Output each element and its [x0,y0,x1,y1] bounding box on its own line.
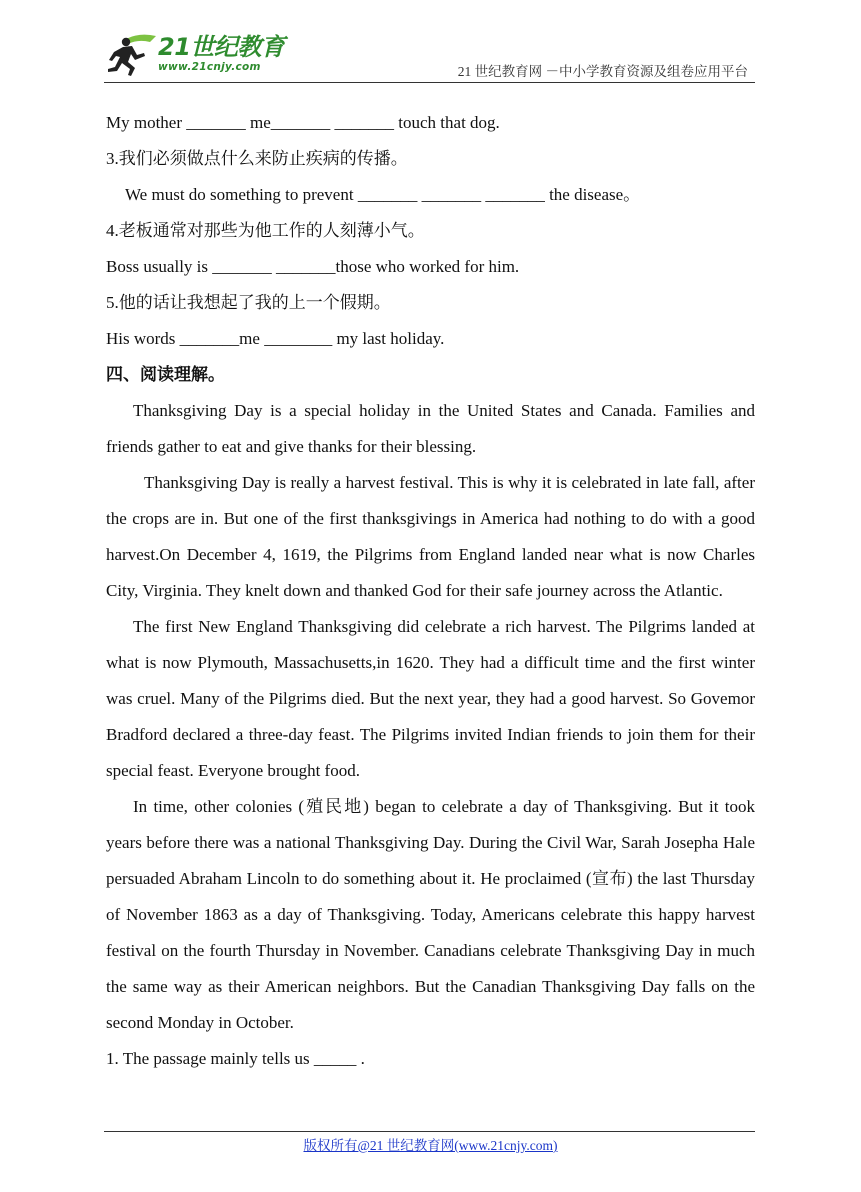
question-4-english: Boss usually is _______ _______those who worked for him. [106,257,520,276]
page-header [0,0,861,90]
exercise-line-mother: My mother _______ me_______ _______ touch that dog. [106,113,500,132]
question-5-english: His words _______me ________ my last holiday. [106,329,445,348]
reading-question-1: 1. The passage mainly tells us _____ . [106,1049,365,1068]
logo-text: 21世纪教育 [158,33,285,61]
question-3-chinese: 3.我们必须做点什么来防止疾病的传播。 [106,149,408,168]
footer-copyright-link[interactable]: 版权所有@21 世纪教育网(www.21cnjy.com) [303,1138,558,1153]
reading-paragraph-4: In time, other colonies (殖民地) began to celebrate a day of Thanksgiving. But it took years before there was a national Thanksgiving Day. During the Civil War, Sarah Josepha Hale persuaded Abraham Lincoln to do something about it. He proclaimed (宣布) the last Thursday of November 1863 as a day of Thanksgiving. Today, Americans celebrate this happy harvest festival on the fourth Thursday in November. Canadians celebrate Thanksgiving Day in much the same way as their American neighbors. But the Canadian Thanksgiving Day falls on the second Monday in October. [106,797,755,1032]
reading-paragraph-1: Thanksgiving Day is a special holiday in the United States and Canada. Families and friends gather to eat and give thanks for their blessing. [106,401,755,456]
logo-url: www.21cnjy.com [158,61,261,73]
header-tagline: 21 世纪教育网 －中小学教育资源及组卷应用平台 [457,64,748,79]
question-5-chinese: 5.他的话让我想起了我的上一个假期。 [106,293,391,312]
runner-logo-icon [104,30,158,80]
document-body [106,105,755,1077]
question-4-chinese: 4.老板通常对那些为他工作的人刻薄小气。 [106,221,425,240]
question-3-english: We must do something to prevent _______ _______ _______ the disease。 [125,185,641,204]
reading-paragraph-2: Thanksgiving Day is really a harvest festival. This is why it is celebrated in late fall, after the crops are in. But one of the first thanksgivings in America had nothing to do with a good harvest.On December 4, 1619, the Pilgrims from England landed near what is now Charles City, Virginia. They knelt down and thanked God for their safe journey across the Atlantic. [106,473,755,600]
site-logo [104,30,294,82]
footer-divider [104,1131,755,1132]
section-title-reading: 四、阅读理解。 [106,365,225,384]
reading-paragraph-3: The first New England Thanksgiving did celebrate a rich harvest. The Pilgrims landed at what is now Plymouth, Massachusetts,in 1620. They had a difficult time and the first winter was cruel. Many of the Pilgrims died. But the next year, they had a good harvest. So Govemor Bradford declared a three-day feast. The Pilgrims invited Indian friends to join them for their special feast. Everyone brought food. [106,617,755,780]
header-divider [104,82,755,83]
